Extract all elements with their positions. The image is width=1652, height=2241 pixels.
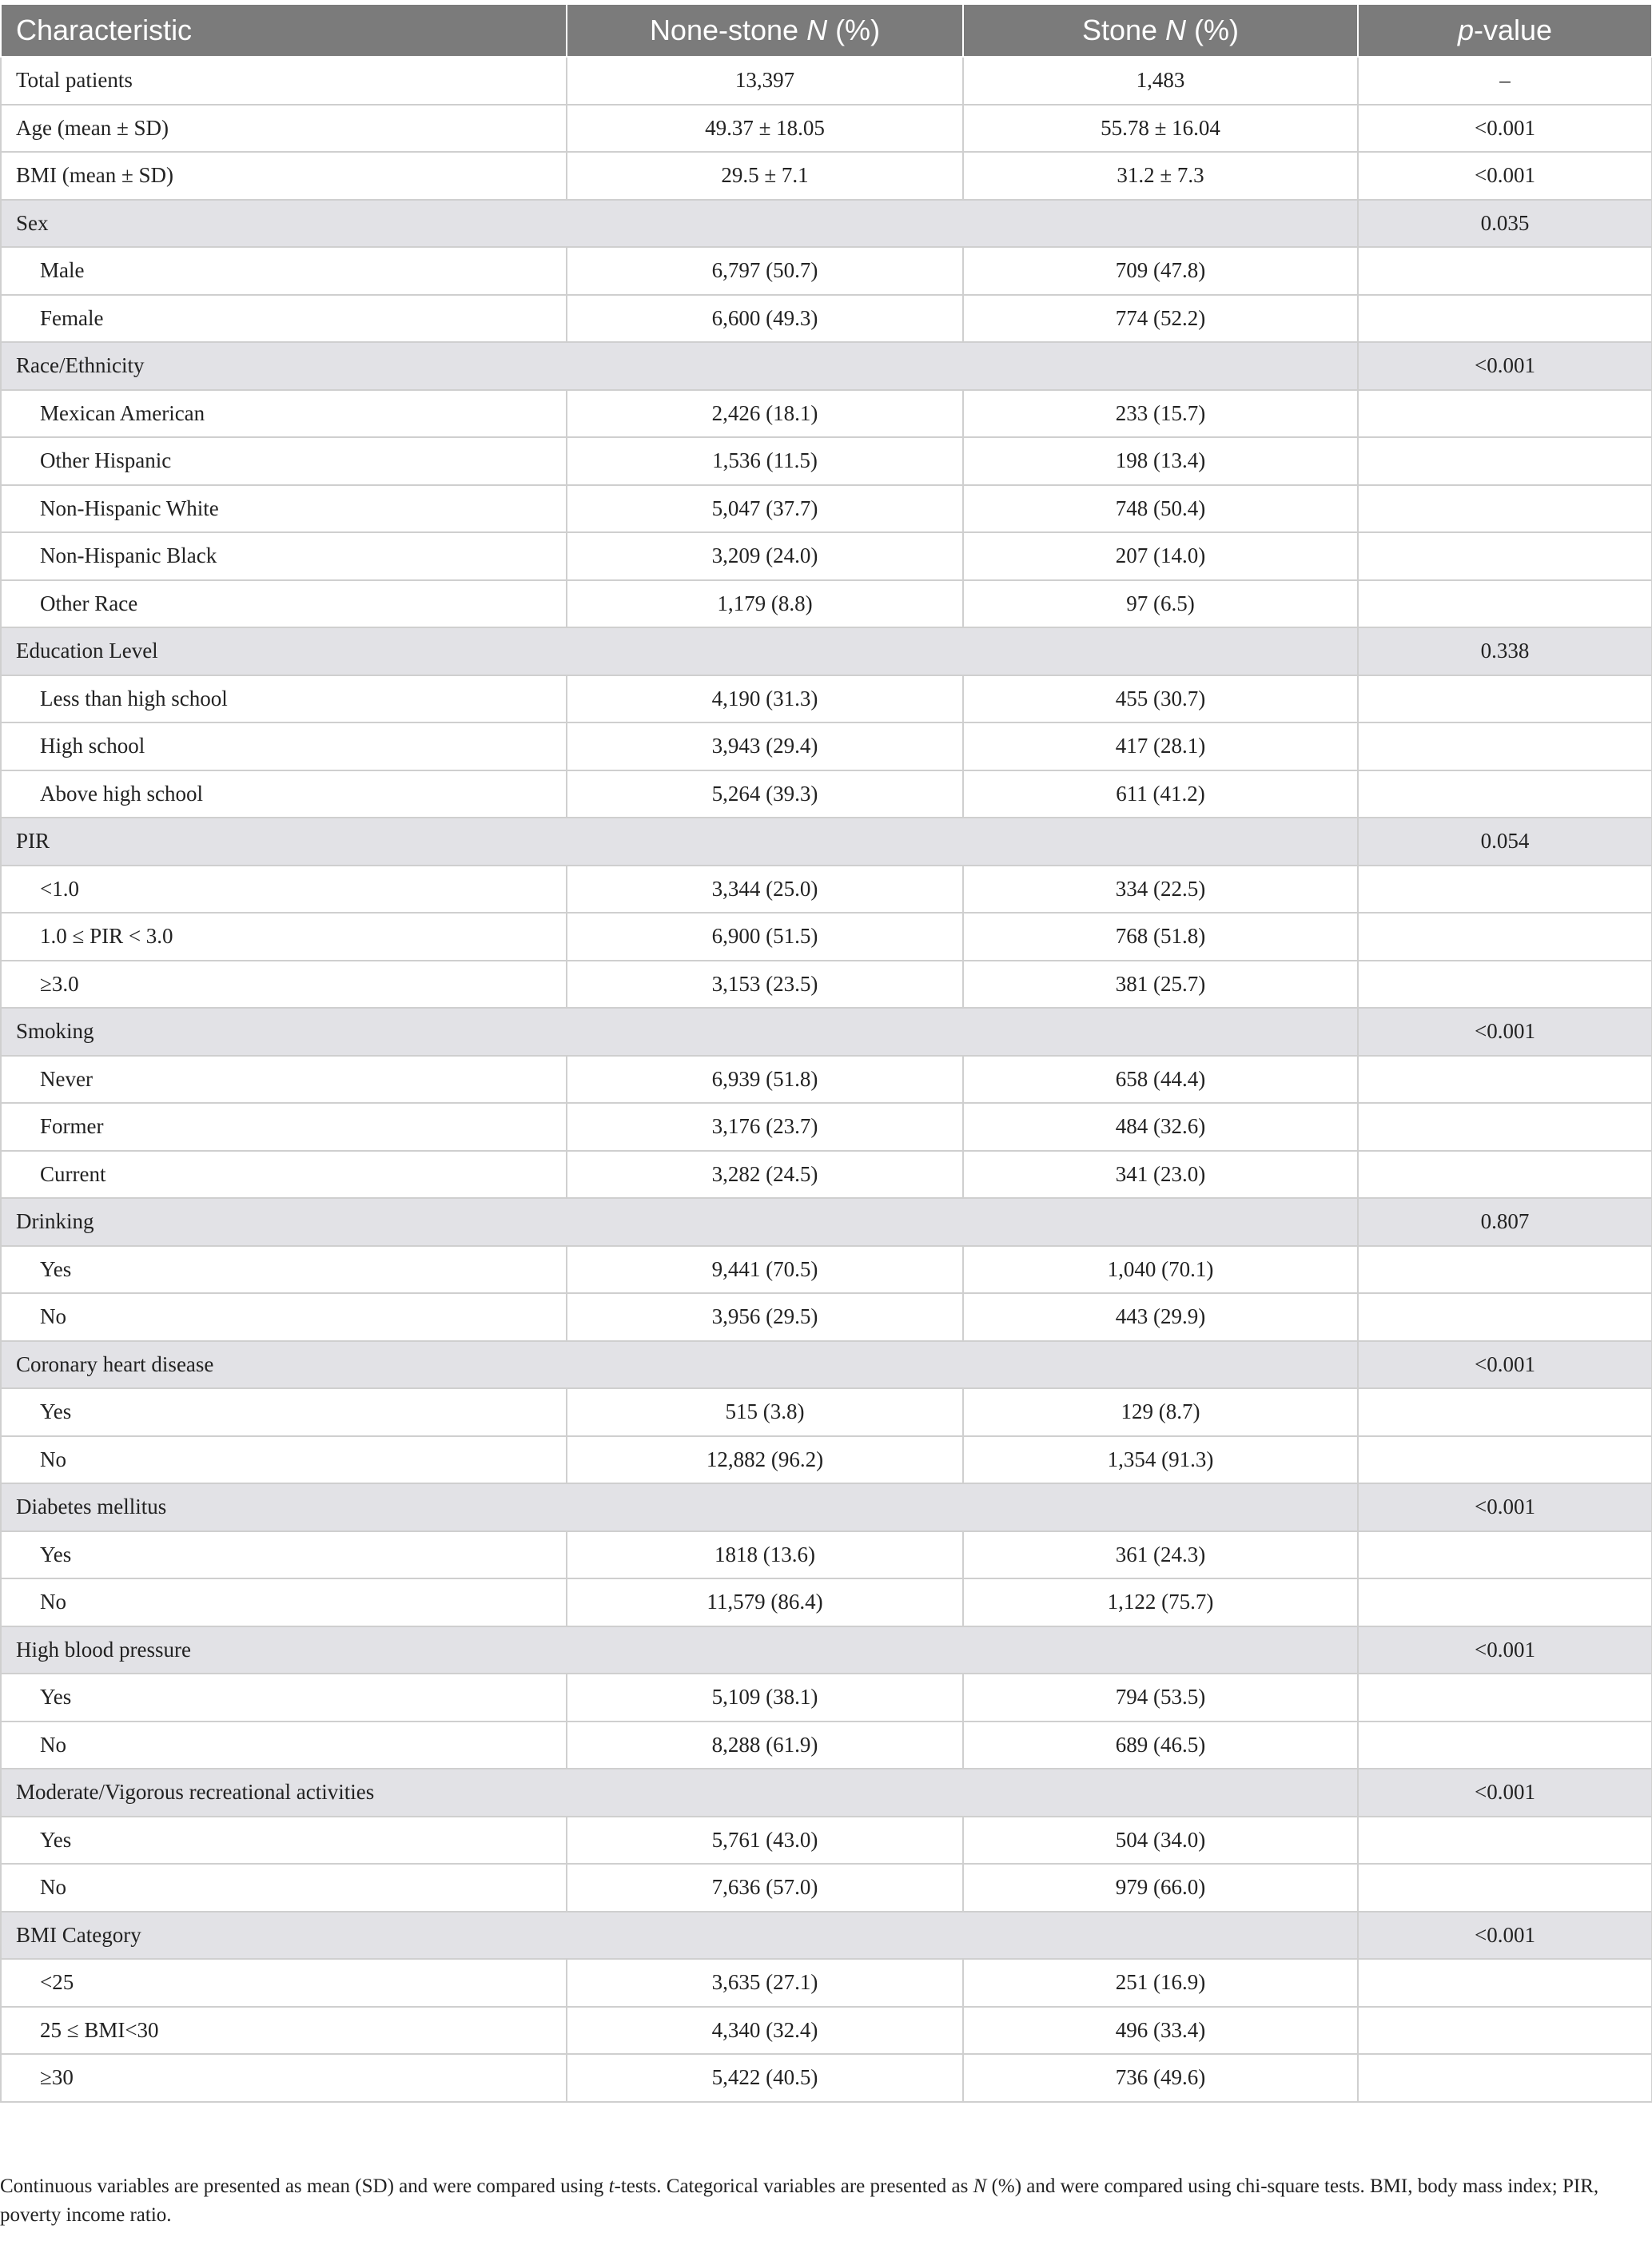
row-label: Yes <box>1 1246 567 1294</box>
stone-cell: 455 (30.7) <box>963 675 1358 723</box>
stone-cell: 794 (53.5) <box>963 1674 1358 1722</box>
p-value-cell: <0.001 <box>1358 1008 1652 1056</box>
none-stone-cell: 3,956 (29.5) <box>567 1293 963 1341</box>
p-value-cell <box>1358 1388 1652 1436</box>
category-label: Smoking <box>1 1008 1358 1056</box>
table-container <box>0 3 1652 2103</box>
row-label: Yes <box>1 1388 567 1436</box>
footnote-italic-n: N <box>973 2175 987 2197</box>
stone-cell: 774 (52.2) <box>963 295 1358 343</box>
stone-cell: 443 (29.9) <box>963 1293 1358 1341</box>
row-label: Never <box>1 1056 567 1104</box>
none-stone-cell: 2,426 (18.1) <box>567 390 963 438</box>
row-label: Less than high school <box>1 675 567 723</box>
subcategory-row <box>1 580 1652 628</box>
footnote-part1: Continuous variables are presented as mean (SD) and were compared using <box>0 2175 609 2197</box>
p-value-cell <box>1358 1674 1652 1722</box>
header-none-stone-prefix: None-stone <box>649 14 807 46</box>
subcategory-row <box>1 532 1652 580</box>
table-body <box>1 57 1652 2102</box>
none-stone-cell: 1,536 (11.5) <box>567 437 963 485</box>
p-value-cell: <0.001 <box>1358 1769 1652 1817</box>
p-value-cell <box>1358 722 1652 770</box>
stone-cell: 736 (49.6) <box>963 2054 1358 2102</box>
row-label: Total patients <box>1 57 567 105</box>
none-stone-cell: 12,882 (96.2) <box>567 1436 963 1484</box>
row-label: Former <box>1 1103 567 1151</box>
stone-cell: 484 (32.6) <box>963 1103 1358 1151</box>
p-value-cell <box>1358 675 1652 723</box>
p-value-cell <box>1358 390 1652 438</box>
category-row <box>1 342 1652 390</box>
row-label: <25 <box>1 1959 567 2007</box>
footnote-italic-t: t <box>608 2175 615 2197</box>
p-value-cell <box>1358 580 1652 628</box>
p-value-cell: <0.001 <box>1358 1912 1652 1960</box>
stone-cell: 689 (46.5) <box>963 1722 1358 1769</box>
category-label: Moderate/Vigorous recreational activities <box>1 1769 1358 1817</box>
row-label: Non-Hispanic White <box>1 485 567 533</box>
none-stone-cell: 4,190 (31.3) <box>567 675 963 723</box>
none-stone-cell: 49.37 ± 18.05 <box>567 105 963 153</box>
none-stone-cell: 3,943 (29.4) <box>567 722 963 770</box>
none-stone-cell: 13,397 <box>567 57 963 105</box>
none-stone-cell: 7,636 (57.0) <box>567 1864 963 1912</box>
p-value-cell: <0.001 <box>1358 105 1652 153</box>
stone-cell: 97 (6.5) <box>963 580 1358 628</box>
stone-cell: 251 (16.9) <box>963 1959 1358 2007</box>
header-stone-prefix: Stone <box>1081 14 1166 46</box>
none-stone-cell: 1818 (13.6) <box>567 1531 963 1579</box>
subcategory-row <box>1 1246 1652 1294</box>
stone-cell: 1,483 <box>963 57 1358 105</box>
stone-cell: 1,040 (70.1) <box>963 1246 1358 1294</box>
none-stone-cell: 3,282 (24.5) <box>567 1151 963 1199</box>
p-value-cell: 0.807 <box>1358 1198 1652 1246</box>
none-stone-cell: 3,209 (24.0) <box>567 532 963 580</box>
none-stone-cell: 11,579 (86.4) <box>567 1578 963 1626</box>
p-value-cell <box>1358 1722 1652 1769</box>
footnote-part3: (%) and were compared using chi-square tests. BMI, body mass index; PIR, poverty income ratio. <box>0 2175 1599 2226</box>
none-stone-cell: 1,179 (8.8) <box>567 580 963 628</box>
category-row <box>1 1912 1652 1960</box>
p-value-cell <box>1358 532 1652 580</box>
stone-cell: 496 (33.4) <box>963 2007 1358 2055</box>
row-label: Mexican American <box>1 390 567 438</box>
none-stone-cell: 5,047 (37.7) <box>567 485 963 533</box>
none-stone-cell: 515 (3.8) <box>567 1388 963 1436</box>
stone-cell: 341 (23.0) <box>963 1151 1358 1199</box>
row-label: Male <box>1 247 567 295</box>
p-value-cell: – <box>1358 57 1652 105</box>
stone-cell: 129 (8.7) <box>963 1388 1358 1436</box>
category-label: Sex <box>1 200 1358 248</box>
row-label: Female <box>1 295 567 343</box>
stone-cell: 198 (13.4) <box>963 437 1358 485</box>
row-label: No <box>1 1578 567 1626</box>
category-label: Diabetes mellitus <box>1 1483 1358 1531</box>
subcategory-row <box>1 675 1652 723</box>
p-value-cell <box>1358 1578 1652 1626</box>
none-stone-cell: 5,109 (38.1) <box>567 1674 963 1722</box>
p-value-cell <box>1358 913 1652 961</box>
p-value-cell <box>1358 1436 1652 1484</box>
subcategory-row <box>1 247 1652 295</box>
none-stone-cell: 8,288 (61.9) <box>567 1722 963 1769</box>
stone-cell: 55.78 ± 16.04 <box>963 105 1358 153</box>
p-value-cell <box>1358 295 1652 343</box>
header-characteristic: Characteristic <box>1 4 567 57</box>
subcategory-row <box>1 1817 1652 1865</box>
p-value-cell <box>1358 485 1652 533</box>
category-label: Race/Ethnicity <box>1 342 1358 390</box>
header-none-stone-suffix: (%) <box>827 14 881 46</box>
subcategory-row <box>1 770 1652 818</box>
p-value-cell <box>1358 1864 1652 1912</box>
stone-cell: 748 (50.4) <box>963 485 1358 533</box>
row-label: No <box>1 1436 567 1484</box>
category-row <box>1 1341 1652 1389</box>
table-row <box>1 57 1652 105</box>
none-stone-cell: 6,600 (49.3) <box>567 295 963 343</box>
row-label: High school <box>1 722 567 770</box>
stone-cell: 361 (24.3) <box>963 1531 1358 1579</box>
subcategory-row <box>1 295 1652 343</box>
subcategory-row <box>1 913 1652 961</box>
row-label: Non-Hispanic Black <box>1 532 567 580</box>
stone-cell: 1,354 (91.3) <box>963 1436 1358 1484</box>
header-stone <box>963 4 1358 57</box>
stone-cell: 417 (28.1) <box>963 722 1358 770</box>
subcategory-row <box>1 1103 1652 1151</box>
p-value-cell <box>1358 1246 1652 1294</box>
p-value-cell <box>1358 866 1652 914</box>
header-p-suffix: -value <box>1473 14 1553 46</box>
subcategory-row <box>1 2007 1652 2055</box>
subcategory-row <box>1 1293 1652 1341</box>
category-label: Education Level <box>1 627 1358 675</box>
row-label: BMI (mean ± SD) <box>1 152 567 200</box>
p-value-cell: 0.338 <box>1358 627 1652 675</box>
stone-cell: 768 (51.8) <box>963 913 1358 961</box>
p-value-cell <box>1358 1531 1652 1579</box>
stone-cell: 233 (15.7) <box>963 390 1358 438</box>
subcategory-row <box>1 1436 1652 1484</box>
category-label: Drinking <box>1 1198 1358 1246</box>
p-value-cell <box>1358 1293 1652 1341</box>
p-value-cell <box>1358 1959 1652 2007</box>
p-value-cell <box>1358 1817 1652 1865</box>
header-stone-n: N <box>1165 14 1187 46</box>
none-stone-cell: 6,797 (50.7) <box>567 247 963 295</box>
row-label: No <box>1 1293 567 1341</box>
row-label: 25 ≤ BMI<30 <box>1 2007 567 2055</box>
category-label: Coronary heart disease <box>1 1341 1358 1389</box>
subcategory-row <box>1 866 1652 914</box>
stone-cell: 979 (66.0) <box>963 1864 1358 1912</box>
category-row <box>1 1626 1652 1674</box>
p-value-cell <box>1358 2007 1652 2055</box>
none-stone-cell: 5,422 (40.5) <box>567 2054 963 2102</box>
none-stone-cell: 3,344 (25.0) <box>567 866 963 914</box>
row-label: Other Race <box>1 580 567 628</box>
stone-cell: 1,122 (75.7) <box>963 1578 1358 1626</box>
row-label: ≥3.0 <box>1 961 567 1009</box>
none-stone-cell: 9,441 (70.5) <box>567 1246 963 1294</box>
none-stone-cell: 4,340 (32.4) <box>567 2007 963 2055</box>
none-stone-cell: 3,176 (23.7) <box>567 1103 963 1151</box>
stone-cell: 611 (41.2) <box>963 770 1358 818</box>
table-footnote <box>0 2172 1630 2229</box>
category-row <box>1 1483 1652 1531</box>
header-p-value <box>1358 4 1652 57</box>
subcategory-row <box>1 1151 1652 1199</box>
category-row <box>1 818 1652 866</box>
subcategory-row <box>1 1388 1652 1436</box>
table-header-row <box>1 4 1652 57</box>
row-label: Yes <box>1 1531 567 1579</box>
row-label: Current <box>1 1151 567 1199</box>
footnote-part2: -tests. Categorical variables are presented as <box>614 2175 973 2197</box>
header-p-italic: p <box>1457 14 1474 46</box>
p-value-cell: <0.001 <box>1358 1626 1652 1674</box>
category-row <box>1 200 1652 248</box>
subcategory-row <box>1 961 1652 1009</box>
stone-cell: 334 (22.5) <box>963 866 1358 914</box>
none-stone-cell: 6,900 (51.5) <box>567 913 963 961</box>
header-none-stone <box>567 4 963 57</box>
none-stone-cell: 6,939 (51.8) <box>567 1056 963 1104</box>
category-row <box>1 1008 1652 1056</box>
p-value-cell <box>1358 961 1652 1009</box>
subcategory-row <box>1 437 1652 485</box>
p-value-cell: <0.001 <box>1358 342 1652 390</box>
p-value-cell <box>1358 1056 1652 1104</box>
row-label: No <box>1 1864 567 1912</box>
header-none-stone-n: N <box>806 14 828 46</box>
none-stone-cell: 3,635 (27.1) <box>567 1959 963 2007</box>
row-label: Above high school <box>1 770 567 818</box>
row-label: <1.0 <box>1 866 567 914</box>
p-value-cell: <0.001 <box>1358 152 1652 200</box>
subcategory-row <box>1 1864 1652 1912</box>
row-label: No <box>1 1722 567 1769</box>
characteristics-table <box>0 3 1652 2103</box>
table-row <box>1 152 1652 200</box>
p-value-cell <box>1358 770 1652 818</box>
stone-cell: 207 (14.0) <box>963 532 1358 580</box>
row-label: Age (mean ± SD) <box>1 105 567 153</box>
stone-cell: 381 (25.7) <box>963 961 1358 1009</box>
none-stone-cell: 29.5 ± 7.1 <box>567 152 963 200</box>
subcategory-row <box>1 1722 1652 1769</box>
category-label: High blood pressure <box>1 1626 1358 1674</box>
subcategory-row <box>1 1959 1652 2007</box>
table-row <box>1 105 1652 153</box>
p-value-cell <box>1358 1151 1652 1199</box>
p-value-cell <box>1358 2054 1652 2102</box>
row-label: Other Hispanic <box>1 437 567 485</box>
stone-cell: 504 (34.0) <box>963 1817 1358 1865</box>
row-label: 1.0 ≤ PIR < 3.0 <box>1 913 567 961</box>
none-stone-cell: 5,761 (43.0) <box>567 1817 963 1865</box>
header-stone-suffix: (%) <box>1186 14 1240 46</box>
subcategory-row <box>1 1674 1652 1722</box>
stone-cell: 31.2 ± 7.3 <box>963 152 1358 200</box>
row-label: Yes <box>1 1817 567 1865</box>
none-stone-cell: 3,153 (23.5) <box>567 961 963 1009</box>
p-value-cell <box>1358 437 1652 485</box>
row-label: ≥30 <box>1 2054 567 2102</box>
subcategory-row <box>1 390 1652 438</box>
stone-cell: 658 (44.4) <box>963 1056 1358 1104</box>
subcategory-row <box>1 1531 1652 1579</box>
p-value-cell: 0.054 <box>1358 818 1652 866</box>
stone-cell: 709 (47.8) <box>963 247 1358 295</box>
subcategory-row <box>1 1578 1652 1626</box>
category-row <box>1 627 1652 675</box>
subcategory-row <box>1 2054 1652 2102</box>
row-label: Yes <box>1 1674 567 1722</box>
p-value-cell <box>1358 247 1652 295</box>
p-value-cell: <0.001 <box>1358 1341 1652 1389</box>
category-row <box>1 1769 1652 1817</box>
p-value-cell: <0.001 <box>1358 1483 1652 1531</box>
subcategory-row <box>1 1056 1652 1104</box>
p-value-cell <box>1358 1103 1652 1151</box>
subcategory-row <box>1 722 1652 770</box>
category-row <box>1 1198 1652 1246</box>
p-value-cell: 0.035 <box>1358 200 1652 248</box>
none-stone-cell: 5,264 (39.3) <box>567 770 963 818</box>
subcategory-row <box>1 485 1652 533</box>
category-label: PIR <box>1 818 1358 866</box>
category-label: BMI Category <box>1 1912 1358 1960</box>
